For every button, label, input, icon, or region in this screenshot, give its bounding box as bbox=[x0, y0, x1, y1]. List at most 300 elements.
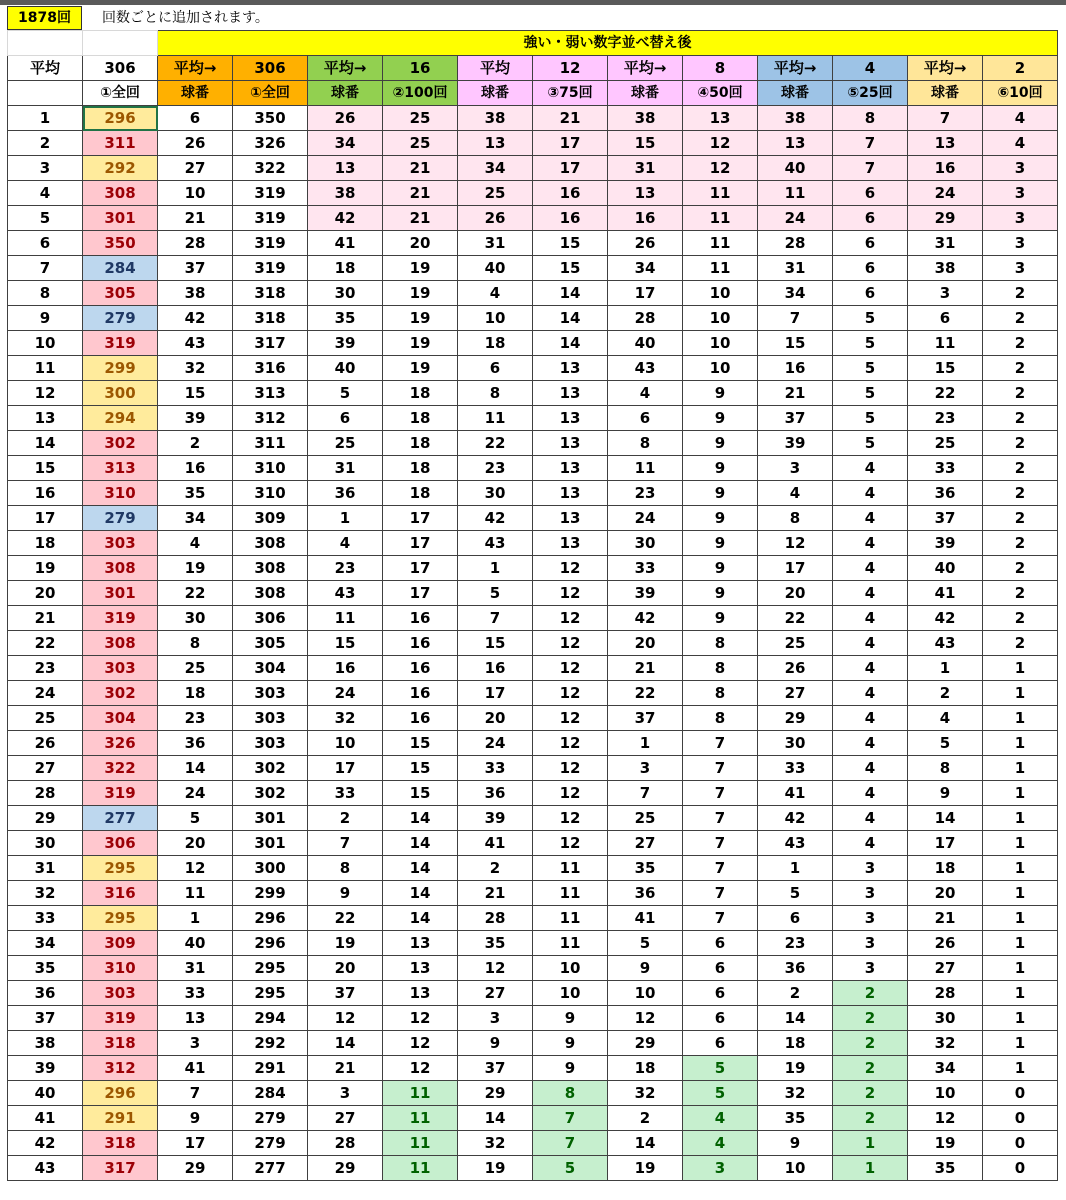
data-cell[interactable]: 16 bbox=[908, 156, 983, 181]
data-cell[interactable]: 1 bbox=[833, 1156, 908, 1181]
data-cell[interactable]: 27 bbox=[758, 681, 833, 706]
data-cell[interactable]: 4 bbox=[833, 706, 908, 731]
data-cell[interactable]: 30 bbox=[458, 481, 533, 506]
data-cell[interactable]: 18 bbox=[308, 256, 383, 281]
data-cell[interactable]: 43 bbox=[458, 531, 533, 556]
data-cell[interactable]: 319 bbox=[233, 256, 308, 281]
data-cell[interactable]: 2 bbox=[758, 981, 833, 1006]
data-cell[interactable]: 11 bbox=[533, 906, 608, 931]
data-cell[interactable]: 15 bbox=[533, 256, 608, 281]
row-number-cell[interactable]: 17 bbox=[8, 506, 83, 531]
data-cell[interactable]: 3 bbox=[983, 206, 1058, 231]
data-cell[interactable]: 12 bbox=[383, 1006, 458, 1031]
data-cell[interactable]: 303 bbox=[233, 731, 308, 756]
data-cell[interactable]: 13 bbox=[683, 106, 758, 131]
data-cell[interactable]: 10 bbox=[683, 331, 758, 356]
data-cell[interactable]: 13 bbox=[608, 181, 683, 206]
row-number-cell[interactable]: 22 bbox=[8, 631, 83, 656]
data-cell[interactable]: 2 bbox=[983, 481, 1058, 506]
data-cell[interactable]: 34 bbox=[908, 1056, 983, 1081]
row-number-cell[interactable]: 23 bbox=[8, 656, 83, 681]
data-cell[interactable]: 319 bbox=[233, 181, 308, 206]
data-cell[interactable]: 12 bbox=[158, 856, 233, 881]
data-cell[interactable]: 4 bbox=[683, 1131, 758, 1156]
data-cell[interactable]: 11 bbox=[458, 406, 533, 431]
data-cell[interactable]: 13 bbox=[308, 156, 383, 181]
data-cell[interactable]: 22 bbox=[608, 681, 683, 706]
data-cell[interactable]: 37 bbox=[758, 406, 833, 431]
data-cell[interactable]: 8 bbox=[458, 381, 533, 406]
data-cell[interactable]: 277 bbox=[83, 806, 158, 831]
data-cell[interactable]: 38 bbox=[608, 106, 683, 131]
data-cell[interactable]: 27 bbox=[158, 156, 233, 181]
data-cell[interactable]: 11 bbox=[533, 931, 608, 956]
data-cell[interactable]: 2 bbox=[308, 806, 383, 831]
data-cell[interactable]: 15 bbox=[608, 131, 683, 156]
data-cell[interactable]: 18 bbox=[383, 406, 458, 431]
data-cell[interactable]: 310 bbox=[233, 456, 308, 481]
data-cell[interactable]: 39 bbox=[908, 531, 983, 556]
data-cell[interactable]: 37 bbox=[458, 1056, 533, 1081]
row-number-cell[interactable]: 42 bbox=[8, 1131, 83, 1156]
data-cell[interactable]: 26 bbox=[308, 106, 383, 131]
data-cell[interactable]: 14 bbox=[158, 756, 233, 781]
data-cell[interactable]: 1 bbox=[983, 1031, 1058, 1056]
data-cell[interactable]: 19 bbox=[758, 1056, 833, 1081]
data-cell[interactable]: 41 bbox=[608, 906, 683, 931]
data-cell[interactable]: 6 bbox=[833, 206, 908, 231]
data-cell[interactable]: 310 bbox=[233, 481, 308, 506]
data-cell[interactable]: 21 bbox=[758, 381, 833, 406]
data-cell[interactable]: 11 bbox=[683, 181, 758, 206]
data-cell[interactable]: 9 bbox=[533, 1006, 608, 1031]
data-cell[interactable]: 32 bbox=[608, 1081, 683, 1106]
data-cell[interactable]: 6 bbox=[458, 356, 533, 381]
data-cell[interactable]: 303 bbox=[83, 531, 158, 556]
data-cell[interactable]: 29 bbox=[158, 1156, 233, 1181]
data-cell[interactable]: 3 bbox=[608, 756, 683, 781]
data-cell[interactable]: 12 bbox=[533, 831, 608, 856]
data-cell[interactable]: 326 bbox=[233, 131, 308, 156]
data-cell[interactable]: 318 bbox=[83, 1131, 158, 1156]
data-cell[interactable]: 30 bbox=[908, 1006, 983, 1031]
data-cell[interactable]: 7 bbox=[608, 781, 683, 806]
data-cell[interactable]: 299 bbox=[83, 356, 158, 381]
data-cell[interactable]: 14 bbox=[383, 856, 458, 881]
data-cell[interactable]: 292 bbox=[233, 1031, 308, 1056]
data-cell[interactable]: 309 bbox=[83, 931, 158, 956]
data-cell[interactable]: 18 bbox=[158, 681, 233, 706]
data-cell[interactable]: 19 bbox=[158, 556, 233, 581]
data-cell[interactable]: 18 bbox=[383, 481, 458, 506]
header-cell[interactable]: 平均→ bbox=[158, 56, 233, 81]
data-cell[interactable]: 21 bbox=[383, 181, 458, 206]
header-cell[interactable]: 球番 bbox=[308, 81, 383, 106]
data-cell[interactable]: 31 bbox=[758, 256, 833, 281]
data-cell[interactable]: 300 bbox=[83, 381, 158, 406]
data-cell[interactable]: 16 bbox=[308, 656, 383, 681]
data-cell[interactable]: 7 bbox=[158, 1081, 233, 1106]
data-cell[interactable]: 24 bbox=[608, 506, 683, 531]
data-cell[interactable]: 20 bbox=[608, 631, 683, 656]
data-cell[interactable]: 8 bbox=[683, 681, 758, 706]
data-cell[interactable]: 11 bbox=[683, 231, 758, 256]
data-cell[interactable]: 4 bbox=[833, 581, 908, 606]
data-cell[interactable]: 6 bbox=[758, 906, 833, 931]
data-cell[interactable]: 15 bbox=[908, 356, 983, 381]
data-cell[interactable]: 5 bbox=[683, 1056, 758, 1081]
row-number-cell[interactable]: 28 bbox=[8, 781, 83, 806]
data-cell[interactable]: 2 bbox=[983, 581, 1058, 606]
row-number-cell[interactable]: 29 bbox=[8, 806, 83, 831]
data-cell[interactable]: 9 bbox=[533, 1031, 608, 1056]
data-cell[interactable]: 11 bbox=[608, 456, 683, 481]
data-cell[interactable]: 10 bbox=[683, 281, 758, 306]
data-cell[interactable]: 305 bbox=[233, 631, 308, 656]
data-cell[interactable]: 18 bbox=[383, 431, 458, 456]
data-cell[interactable]: 12 bbox=[533, 756, 608, 781]
data-cell[interactable]: 27 bbox=[908, 956, 983, 981]
header-cell[interactable]: 12 bbox=[533, 56, 608, 81]
data-cell[interactable]: 308 bbox=[233, 556, 308, 581]
data-cell[interactable]: 1 bbox=[983, 731, 1058, 756]
data-cell[interactable]: 23 bbox=[908, 406, 983, 431]
data-cell[interactable]: 0 bbox=[983, 1081, 1058, 1106]
data-cell[interactable]: 9 bbox=[683, 556, 758, 581]
data-cell[interactable]: 16 bbox=[158, 456, 233, 481]
data-cell[interactable]: 12 bbox=[533, 581, 608, 606]
data-cell[interactable]: 5 bbox=[833, 331, 908, 356]
header-cell[interactable]: 平均→ bbox=[308, 56, 383, 81]
data-cell[interactable]: 12 bbox=[383, 1056, 458, 1081]
data-cell[interactable]: 2 bbox=[983, 606, 1058, 631]
data-cell[interactable]: 28 bbox=[908, 981, 983, 1006]
data-cell[interactable]: 36 bbox=[608, 881, 683, 906]
data-cell[interactable]: 39 bbox=[608, 581, 683, 606]
data-cell[interactable]: 42 bbox=[758, 806, 833, 831]
data-cell[interactable]: 32 bbox=[458, 1131, 533, 1156]
data-cell[interactable]: 13 bbox=[533, 431, 608, 456]
data-cell[interactable]: 1 bbox=[983, 906, 1058, 931]
data-cell[interactable]: 295 bbox=[233, 956, 308, 981]
data-cell[interactable]: 303 bbox=[233, 681, 308, 706]
data-cell[interactable]: 13 bbox=[158, 1006, 233, 1031]
data-cell[interactable]: 3 bbox=[833, 881, 908, 906]
row-number-cell[interactable]: 1 bbox=[8, 106, 83, 131]
data-cell[interactable]: 302 bbox=[83, 431, 158, 456]
data-cell[interactable]: 3 bbox=[683, 1156, 758, 1181]
data-cell[interactable]: 10 bbox=[533, 981, 608, 1006]
data-cell[interactable]: 14 bbox=[608, 1131, 683, 1156]
data-cell[interactable]: 4 bbox=[833, 831, 908, 856]
data-cell[interactable]: 14 bbox=[383, 831, 458, 856]
data-cell[interactable]: 12 bbox=[533, 706, 608, 731]
data-cell[interactable]: 5 bbox=[833, 356, 908, 381]
data-cell[interactable]: 30 bbox=[158, 606, 233, 631]
data-cell[interactable]: 12 bbox=[608, 1006, 683, 1031]
data-cell[interactable]: 311 bbox=[83, 131, 158, 156]
data-cell[interactable]: 16 bbox=[383, 631, 458, 656]
header-cell[interactable]: 平均 bbox=[458, 56, 533, 81]
data-cell[interactable]: 9 bbox=[683, 456, 758, 481]
data-cell[interactable]: 4 bbox=[833, 806, 908, 831]
header-cell[interactable]: 平均→ bbox=[908, 56, 983, 81]
data-cell[interactable]: 14 bbox=[533, 306, 608, 331]
data-cell[interactable]: 8 bbox=[908, 756, 983, 781]
data-cell[interactable]: 318 bbox=[233, 281, 308, 306]
data-cell[interactable]: 295 bbox=[83, 906, 158, 931]
data-cell[interactable]: 16 bbox=[383, 681, 458, 706]
data-cell[interactable]: 25 bbox=[608, 806, 683, 831]
data-cell[interactable]: 1 bbox=[983, 981, 1058, 1006]
data-cell[interactable]: 2 bbox=[983, 306, 1058, 331]
data-cell[interactable]: 41 bbox=[158, 1056, 233, 1081]
data-cell[interactable]: 2 bbox=[983, 631, 1058, 656]
header-cell[interactable]: ③75回 bbox=[533, 81, 608, 106]
header-cell[interactable]: ①全回 bbox=[83, 81, 158, 106]
header-cell[interactable]: 球番 bbox=[758, 81, 833, 106]
data-cell[interactable]: 1 bbox=[983, 806, 1058, 831]
row-number-cell[interactable]: 11 bbox=[8, 356, 83, 381]
data-cell[interactable]: 11 bbox=[383, 1106, 458, 1131]
row-number-cell[interactable]: 18 bbox=[8, 531, 83, 556]
data-cell[interactable]: 17 bbox=[158, 1131, 233, 1156]
data-cell[interactable]: 17 bbox=[608, 281, 683, 306]
data-cell[interactable]: 4 bbox=[683, 1106, 758, 1131]
data-cell[interactable]: 1 bbox=[983, 831, 1058, 856]
data-cell[interactable]: 6 bbox=[158, 106, 233, 131]
data-cell[interactable]: 3 bbox=[308, 1081, 383, 1106]
data-cell[interactable]: 4 bbox=[833, 556, 908, 581]
data-cell[interactable]: 34 bbox=[308, 131, 383, 156]
data-cell[interactable]: 6 bbox=[683, 1006, 758, 1031]
data-cell[interactable]: 25 bbox=[458, 181, 533, 206]
data-cell[interactable]: 310 bbox=[83, 481, 158, 506]
row-number-cell[interactable]: 26 bbox=[8, 731, 83, 756]
data-cell[interactable]: 6 bbox=[683, 981, 758, 1006]
data-cell[interactable]: 22 bbox=[308, 906, 383, 931]
data-cell[interactable]: 296 bbox=[233, 931, 308, 956]
data-cell[interactable]: 311 bbox=[233, 431, 308, 456]
data-cell[interactable]: 8 bbox=[608, 431, 683, 456]
data-cell[interactable]: 18 bbox=[383, 381, 458, 406]
data-cell[interactable]: 11 bbox=[383, 1081, 458, 1106]
data-cell[interactable]: 284 bbox=[233, 1081, 308, 1106]
data-cell[interactable]: 28 bbox=[158, 231, 233, 256]
data-cell[interactable]: 291 bbox=[233, 1056, 308, 1081]
data-cell[interactable]: 6 bbox=[683, 1031, 758, 1056]
header-cell[interactable]: 球番 bbox=[458, 81, 533, 106]
data-cell[interactable]: 21 bbox=[158, 206, 233, 231]
empty-cell[interactable] bbox=[8, 31, 83, 56]
data-cell[interactable]: 2 bbox=[983, 431, 1058, 456]
data-cell[interactable]: 308 bbox=[83, 556, 158, 581]
data-cell[interactable]: 14 bbox=[383, 806, 458, 831]
data-cell[interactable]: 9 bbox=[158, 1106, 233, 1131]
data-cell[interactable]: 17 bbox=[383, 556, 458, 581]
data-cell[interactable]: 318 bbox=[233, 306, 308, 331]
row-number-cell[interactable]: 6 bbox=[8, 231, 83, 256]
data-cell[interactable]: 17 bbox=[533, 156, 608, 181]
header-cell[interactable]: 平均 bbox=[8, 56, 83, 81]
data-cell[interactable]: 35 bbox=[308, 306, 383, 331]
data-cell[interactable]: 16 bbox=[383, 606, 458, 631]
data-cell[interactable]: 27 bbox=[608, 831, 683, 856]
data-cell[interactable]: 15 bbox=[758, 331, 833, 356]
data-cell[interactable]: 9 bbox=[758, 1131, 833, 1156]
data-cell[interactable]: 12 bbox=[533, 556, 608, 581]
data-cell[interactable]: 14 bbox=[458, 1106, 533, 1131]
data-cell[interactable]: 308 bbox=[233, 531, 308, 556]
data-cell[interactable]: 1 bbox=[983, 681, 1058, 706]
data-cell[interactable]: 302 bbox=[233, 781, 308, 806]
data-cell[interactable]: 43 bbox=[908, 631, 983, 656]
header-cell[interactable]: ①全回 bbox=[233, 81, 308, 106]
data-cell[interactable]: 301 bbox=[233, 806, 308, 831]
data-cell[interactable]: 17 bbox=[458, 681, 533, 706]
data-cell[interactable]: 5 bbox=[833, 406, 908, 431]
data-cell[interactable]: 3 bbox=[983, 231, 1058, 256]
row-number-cell[interactable]: 25 bbox=[8, 706, 83, 731]
header-cell[interactable]: 8 bbox=[683, 56, 758, 81]
data-cell[interactable]: 13 bbox=[383, 956, 458, 981]
data-cell[interactable]: 2 bbox=[983, 506, 1058, 531]
data-cell[interactable]: 326 bbox=[83, 731, 158, 756]
data-cell[interactable]: 2 bbox=[158, 431, 233, 456]
data-cell[interactable]: 4 bbox=[833, 506, 908, 531]
data-cell[interactable]: 2 bbox=[833, 1081, 908, 1106]
data-cell[interactable]: 4 bbox=[833, 756, 908, 781]
data-cell[interactable]: 6 bbox=[683, 956, 758, 981]
header-cell[interactable]: ⑥10回 bbox=[983, 81, 1058, 106]
data-cell[interactable]: 2 bbox=[983, 331, 1058, 356]
data-cell[interactable]: 7 bbox=[758, 306, 833, 331]
data-cell[interactable]: 300 bbox=[233, 856, 308, 881]
data-cell[interactable]: 21 bbox=[383, 206, 458, 231]
data-cell[interactable]: 23 bbox=[458, 456, 533, 481]
data-cell[interactable]: 13 bbox=[533, 481, 608, 506]
data-cell[interactable]: 4 bbox=[833, 656, 908, 681]
data-cell[interactable]: 17 bbox=[383, 581, 458, 606]
data-cell[interactable]: 14 bbox=[308, 1031, 383, 1056]
data-cell[interactable]: 31 bbox=[608, 156, 683, 181]
data-cell[interactable]: 16 bbox=[758, 356, 833, 381]
data-cell[interactable]: 9 bbox=[683, 606, 758, 631]
data-cell[interactable]: 7 bbox=[683, 781, 758, 806]
data-cell[interactable]: 36 bbox=[458, 781, 533, 806]
data-cell[interactable]: 279 bbox=[83, 506, 158, 531]
row-number-cell[interactable]: 5 bbox=[8, 206, 83, 231]
data-cell[interactable]: 42 bbox=[608, 606, 683, 631]
row-number-cell[interactable]: 41 bbox=[8, 1106, 83, 1131]
data-cell[interactable]: 32 bbox=[908, 1031, 983, 1056]
data-cell[interactable]: 42 bbox=[158, 306, 233, 331]
data-cell[interactable]: 19 bbox=[908, 1131, 983, 1156]
row-number-cell[interactable]: 20 bbox=[8, 581, 83, 606]
data-cell[interactable]: 14 bbox=[533, 281, 608, 306]
data-cell[interactable]: 9 bbox=[533, 1056, 608, 1081]
data-cell[interactable]: 4 bbox=[833, 781, 908, 806]
data-cell[interactable]: 38 bbox=[458, 106, 533, 131]
data-cell[interactable]: 30 bbox=[608, 531, 683, 556]
row-number-cell[interactable]: 4 bbox=[8, 181, 83, 206]
data-cell[interactable]: 17 bbox=[383, 506, 458, 531]
data-cell[interactable]: 304 bbox=[233, 656, 308, 681]
data-cell[interactable]: 43 bbox=[308, 581, 383, 606]
data-cell[interactable]: 24 bbox=[308, 681, 383, 706]
data-cell[interactable]: 12 bbox=[533, 606, 608, 631]
row-number-cell[interactable]: 14 bbox=[8, 431, 83, 456]
data-cell[interactable]: 25 bbox=[908, 431, 983, 456]
data-cell[interactable]: 34 bbox=[758, 281, 833, 306]
data-cell[interactable]: 319 bbox=[233, 206, 308, 231]
row-number-cell[interactable]: 15 bbox=[8, 456, 83, 481]
data-cell[interactable]: 13 bbox=[908, 131, 983, 156]
data-cell[interactable]: 34 bbox=[458, 156, 533, 181]
data-cell[interactable]: 7 bbox=[683, 831, 758, 856]
data-cell[interactable]: 4 bbox=[458, 281, 533, 306]
data-cell[interactable]: 2 bbox=[983, 531, 1058, 556]
data-cell[interactable]: 322 bbox=[83, 756, 158, 781]
data-cell[interactable]: 33 bbox=[158, 981, 233, 1006]
data-cell[interactable]: 21 bbox=[458, 881, 533, 906]
data-cell[interactable]: 3 bbox=[833, 856, 908, 881]
data-cell[interactable]: 31 bbox=[308, 456, 383, 481]
data-cell[interactable]: 3 bbox=[158, 1031, 233, 1056]
data-cell[interactable]: 20 bbox=[308, 956, 383, 981]
data-cell[interactable]: 39 bbox=[758, 431, 833, 456]
data-cell[interactable]: 24 bbox=[458, 731, 533, 756]
data-cell[interactable]: 42 bbox=[308, 206, 383, 231]
data-cell[interactable]: 21 bbox=[533, 106, 608, 131]
data-cell[interactable]: 15 bbox=[383, 731, 458, 756]
data-cell[interactable]: 0 bbox=[983, 1131, 1058, 1156]
data-cell[interactable]: 9 bbox=[683, 581, 758, 606]
data-cell[interactable]: 11 bbox=[383, 1156, 458, 1181]
data-cell[interactable]: 32 bbox=[158, 356, 233, 381]
header-cell[interactable]: 2 bbox=[983, 56, 1058, 81]
data-cell[interactable]: 32 bbox=[308, 706, 383, 731]
data-cell[interactable]: 39 bbox=[308, 331, 383, 356]
data-cell[interactable]: 2 bbox=[983, 356, 1058, 381]
row-number-cell[interactable]: 8 bbox=[8, 281, 83, 306]
data-cell[interactable]: 4 bbox=[833, 481, 908, 506]
data-cell[interactable]: 43 bbox=[608, 356, 683, 381]
data-cell[interactable]: 7 bbox=[683, 731, 758, 756]
data-cell[interactable]: 10 bbox=[758, 1156, 833, 1181]
data-cell[interactable]: 31 bbox=[908, 231, 983, 256]
row-number-cell[interactable]: 38 bbox=[8, 1031, 83, 1056]
data-cell[interactable]: 4 bbox=[833, 606, 908, 631]
data-cell[interactable]: 12 bbox=[533, 781, 608, 806]
data-cell[interactable]: 313 bbox=[83, 456, 158, 481]
data-cell[interactable]: 279 bbox=[83, 306, 158, 331]
data-cell[interactable]: 24 bbox=[758, 206, 833, 231]
data-cell[interactable]: 13 bbox=[383, 931, 458, 956]
data-cell[interactable]: 13 bbox=[533, 406, 608, 431]
data-cell[interactable]: 22 bbox=[908, 381, 983, 406]
data-cell[interactable]: 28 bbox=[458, 906, 533, 931]
data-cell[interactable]: 319 bbox=[83, 331, 158, 356]
data-cell[interactable]: 33 bbox=[458, 756, 533, 781]
data-cell[interactable]: 13 bbox=[458, 131, 533, 156]
data-cell[interactable]: 18 bbox=[458, 331, 533, 356]
data-cell[interactable]: 303 bbox=[83, 981, 158, 1006]
data-cell[interactable]: 8 bbox=[683, 631, 758, 656]
data-cell[interactable]: 1 bbox=[833, 1131, 908, 1156]
data-cell[interactable]: 38 bbox=[908, 256, 983, 281]
data-cell[interactable]: 291 bbox=[83, 1106, 158, 1131]
